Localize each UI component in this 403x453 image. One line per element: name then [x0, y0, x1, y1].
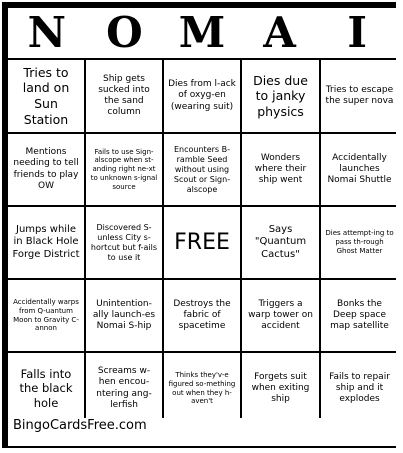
cell-text: Thinks they'v-e figured so-mething out when they h-aven't [168, 371, 236, 406]
bingo-cell-r3c4[interactable] [242, 207, 319, 278]
bingo-cell-r2c2[interactable] [86, 134, 162, 205]
cell-text: Tries to escape the super nova [325, 84, 394, 106]
cell-text: Dies due to janky physics [253, 72, 308, 119]
bingo-cell-r5c2[interactable] [86, 353, 162, 424]
bingo-grid [8, 58, 396, 418]
bingo-cell-r1c5[interactable] [321, 60, 398, 132]
bingo-card [2, 2, 396, 448]
cell-text: Jumps while in Black Hole Forge District [12, 223, 80, 260]
footer-site-name: BingoCardsFree.com [13, 418, 147, 433]
bingo-cell-r2c1[interactable] [8, 134, 84, 205]
bingo-cell-r4c2[interactable] [86, 280, 162, 351]
title-letter-m: M [178, 8, 226, 57]
bingo-cell-r4c3[interactable] [164, 280, 240, 351]
cell-text: Fails to use Sign-alscope when st-anding right ne-xt to unknown s-ignal source [90, 147, 158, 191]
bingo-cell-r5c1[interactable] [8, 353, 84, 424]
bingo-cell-r4c5[interactable] [321, 280, 398, 351]
cell-text: Forgets suit when exiting ship [251, 371, 310, 405]
cell-text: Ship gets sucked into the sand column [98, 73, 150, 118]
bingo-cell-r5c4[interactable] [242, 353, 319, 424]
bingo-cell-r2c3[interactable] [164, 134, 240, 205]
bingo-card-inner [8, 8, 396, 446]
bingo-cell-r5c5[interactable] [321, 353, 398, 424]
cell-text: Says "Quantum Cactus" [254, 223, 307, 260]
bingo-cell-r2c4[interactable] [242, 134, 319, 205]
bingo-cell-r4c4[interactable] [242, 280, 319, 351]
bingo-cell-r1c2[interactable] [86, 60, 162, 132]
cell-text: Accidentally launches Nomai Shuttle [327, 152, 392, 186]
cell-text: Unintention-ally launch-es Nomai S-hip [92, 298, 156, 332]
title-letter-o: O [106, 8, 143, 57]
cell-text: Screams w-hen encou-ntering ang-lerfish [96, 366, 152, 410]
bingo-title-row [8, 8, 396, 57]
bingo-cell-free[interactable] [164, 207, 240, 278]
cell-text: Falls into the black hole [19, 366, 73, 410]
cell-text: Encounters B-ramble Seed without using Scout or Sign-alscope [173, 144, 231, 194]
cell-text: Dies from l-ack of oxyg-en (wearing suit) [168, 79, 236, 112]
cell-text: Wonders where their ship went [254, 152, 307, 186]
bingo-cell-r3c2[interactable] [86, 207, 162, 278]
cell-text: Accidentally warps from Q-uantum Moon to Gravity C-annon [13, 298, 79, 333]
title-letter-i: I [347, 8, 367, 57]
bingo-cell-r2c5[interactable] [321, 134, 398, 205]
cell-text: Fails to repair ship and it explodes [329, 371, 390, 405]
cell-text: Destroys the fabric of spacetime [173, 298, 231, 332]
cell-text: Bonks the Deep space map satellite [330, 298, 389, 332]
cell-text: Triggers a warp tower on accident [248, 298, 313, 332]
bingo-cell-r4c1[interactable] [8, 280, 84, 351]
cell-text: Tries to land on Sun Station [22, 64, 70, 127]
cell-text: Dies attempt-ing to pass th-rough Ghost Matter [325, 229, 394, 255]
cell-text: Mentions needing to tell friends to play OW [13, 147, 79, 191]
free-space-text: FREE [174, 229, 230, 255]
title-letter-n: N [27, 8, 66, 57]
bingo-cell-r1c4[interactable] [242, 60, 319, 132]
title-letter-a: A [263, 8, 296, 57]
cell-text: Discovered S-unless City s-hortcut but f-ails to use it [90, 222, 158, 262]
bingo-cell-r1c3[interactable] [164, 60, 240, 132]
bingo-cell-r3c1[interactable] [8, 207, 84, 278]
bingo-cell-r1c1[interactable] [8, 60, 84, 132]
bingo-cell-r3c5[interactable] [321, 207, 398, 278]
bingo-cell-r5c3[interactable] [164, 353, 240, 424]
